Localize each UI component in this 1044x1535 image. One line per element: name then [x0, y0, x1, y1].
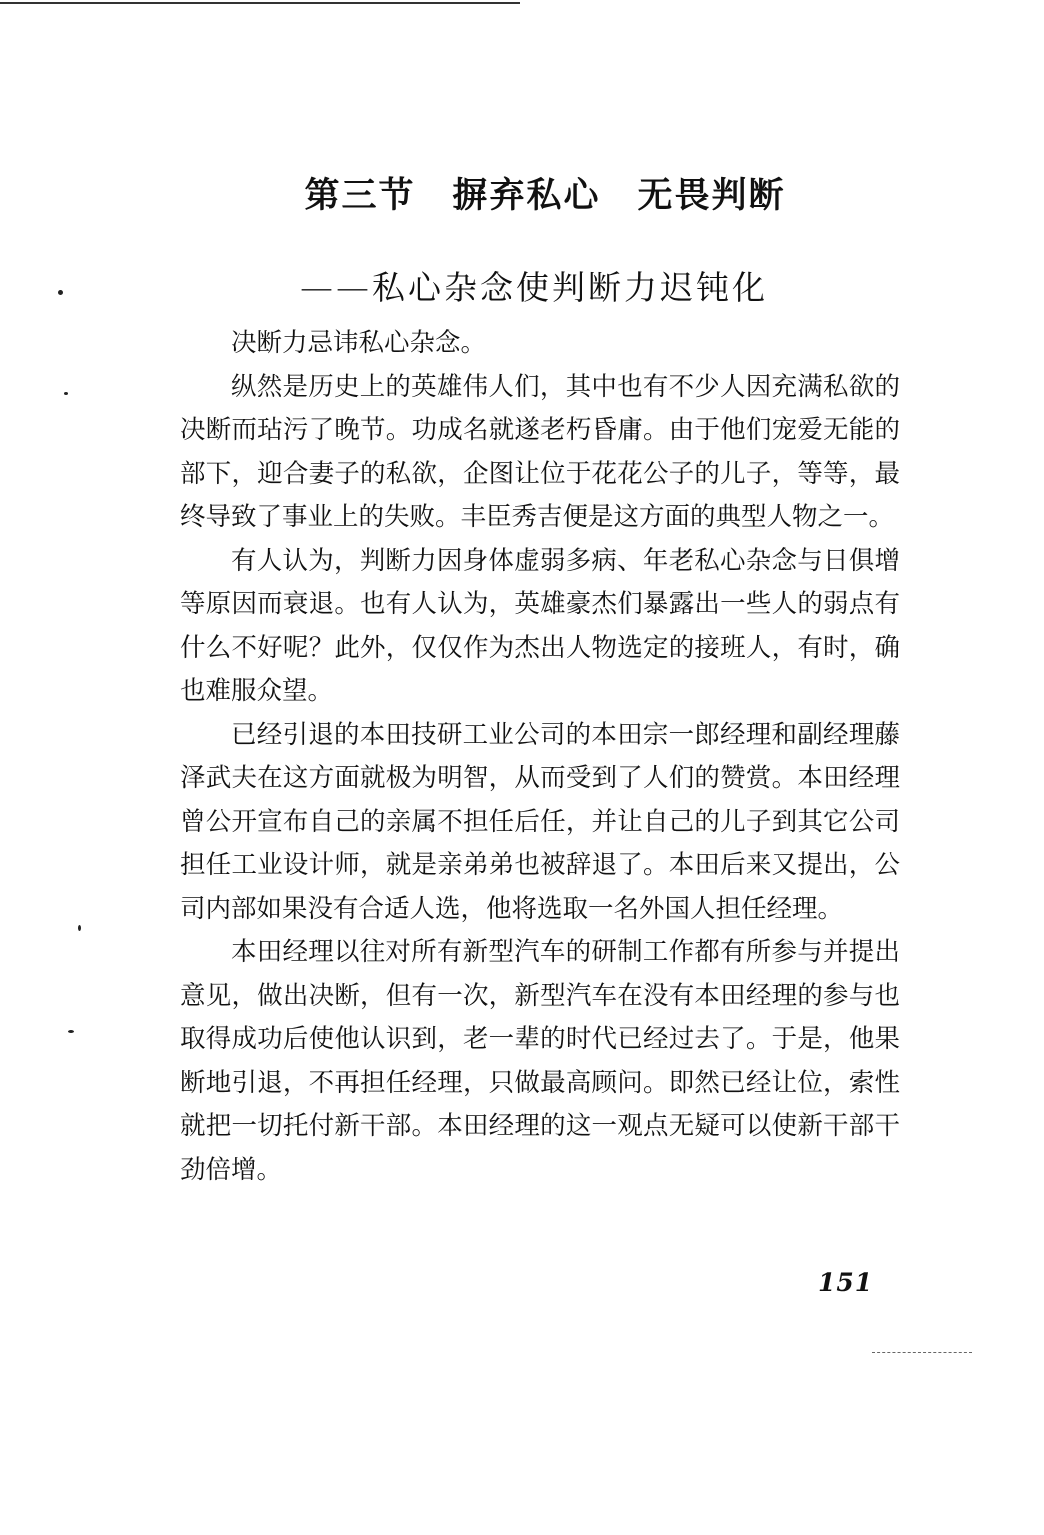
scan-speck [64, 392, 68, 395]
page-number: 151 [818, 1268, 874, 1297]
paragraph: 纵然是历史上的英雄伟人们，其中也有不少人因充满私欲的决断而玷污了晚节。功成名就遂老朽昏庸。由于他们宠爱无能的部下，迎合妻子的私欲，企图让位于花花公子的儿子，等等，最终导致了事业上的失败。丰臣秀吉便是这方面的典型人物之一。 [180, 371, 900, 532]
top-scan-rule [0, 2, 520, 4]
paragraph: 已经引退的本田技研工业公司的本田宗一郎经理和副经理藤泽武夫在这方面就极为明智，从而受到了人们的赞赏。本田经理曾公开宣布自己的亲属不担任后任，并让自己的儿子到其它公司担任工业设计师，就是亲弟弟也被辞退了。本田后来又提出，公司内部如果没有合适人选，他将选取一名外国人担任经理。 [180, 719, 900, 924]
body-text [180, 322, 900, 1192]
paragraph: 有人认为，判断力因身体虚弱多病、年老私心杂念与日俱增等原因而衰退。也有人认为，英雄豪杰们暴露出一些人的弱点有什么不好呢？此外，仅仅作为杰出人物选定的接班人，有时，确也难服众望。 [180, 545, 900, 706]
section-subtitle: ——私心杂念使判断力迟钝化 [300, 268, 768, 307]
scan-speck [78, 925, 81, 931]
section-title: 第三节 摒弃私心 无畏判断 [304, 176, 786, 216]
scan-speck [68, 1030, 74, 1033]
paragraph: 本田经理以往对所有新型汽车的研制工作都有所参与并提出意见，做出决断，但有一次，新型汽车在没有本田经理的参与也取得成功后使他认识到，老一辈的时代已经过去了。于是，他果断地引退，不再担任经理，只做最高顾问。即然已经让位，索性就把一切托付新干部。本田经理的这一观点无疑可以使新干部干劲倍增。 [180, 937, 900, 1185]
bottom-scan-rule [872, 1352, 972, 1353]
paragraph: 决断力忌讳私心杂念。 [231, 328, 487, 358]
scan-speck [58, 290, 63, 295]
